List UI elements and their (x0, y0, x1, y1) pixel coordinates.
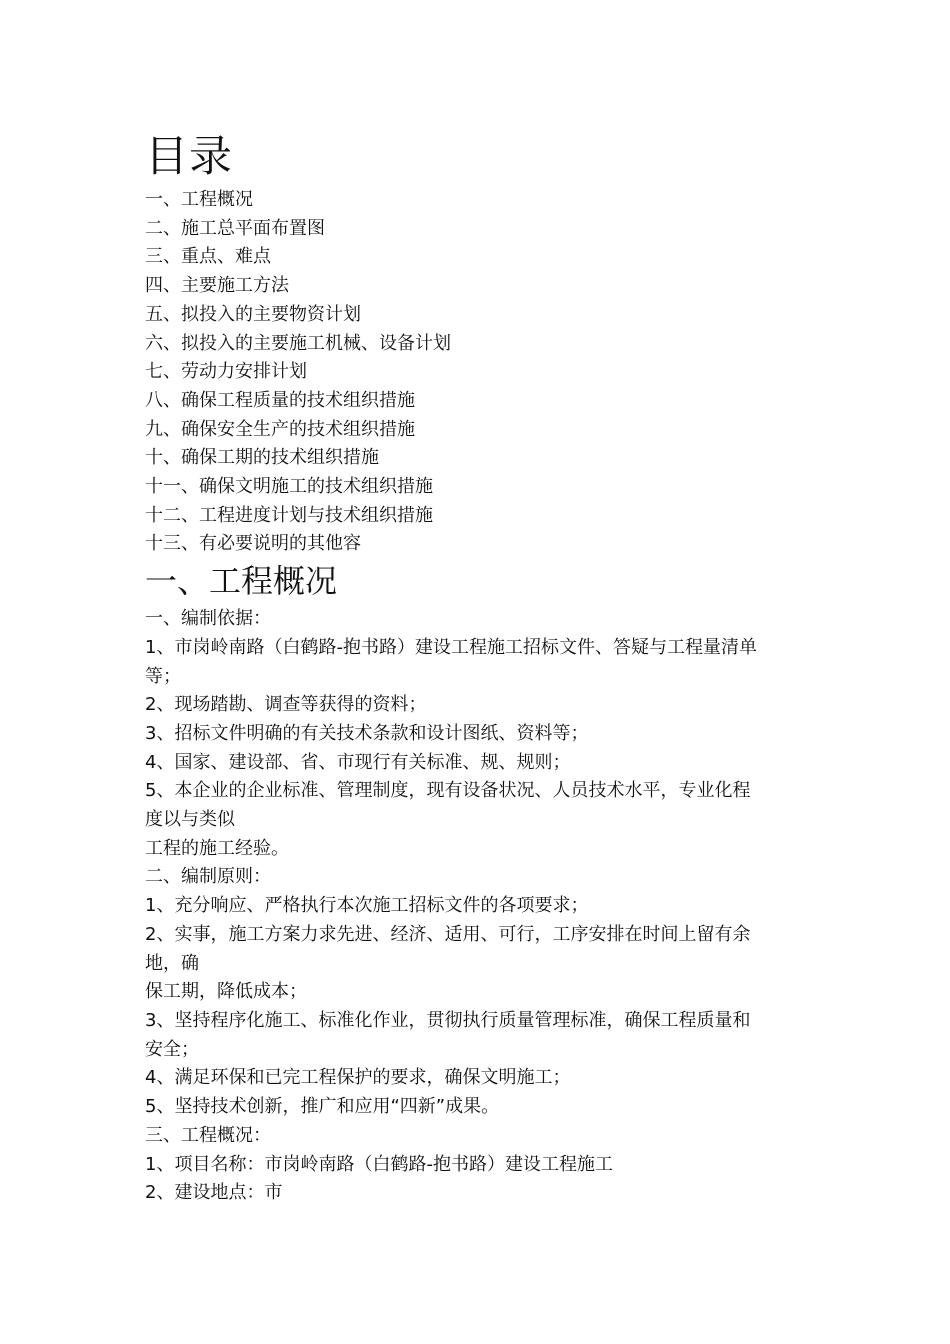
toc-item: 一、工程概况 (145, 189, 253, 210)
toc-item: 四、主要施工方法 (145, 275, 289, 297)
body-line: 度以与类似 (145, 809, 235, 831)
body-line: 2、实事，施工方案力求先进、经济、适用、可行，工序安排在时间上留有余 (145, 923, 751, 945)
body-line: 3、坚持程序化施工、标准化作业，贯彻执行质量管理标准，确保工程质量和 (145, 1009, 751, 1031)
body-line: 1、充分响应、严格执行本次施工招标文件的各项要求； (145, 895, 589, 917)
toc-item: 十一、确保文明施工的技术组织措施 (145, 476, 433, 498)
body-line: 5、本企业的企业标准、管理制度，现有设备状况、人员技术水平，专业化程 (145, 780, 751, 802)
body-line: 1、市岗岭南路（白鹤路-抱书路）建设工程施工招标文件、答疑与工程量清单 (145, 636, 757, 658)
body-line: 等； (145, 665, 181, 687)
toc-item: 九、确保安全生产的技术组织措施 (145, 418, 415, 440)
toc-item: 六、拟投入的主要施工机械、设备计划 (145, 332, 451, 354)
body-line: 1、项目名称：市岗岭南路（白鹤路-抱书路）建设工程施工 (145, 1153, 613, 1175)
body-line: 4、国家、建设部、省、市现行有关标准、规、规则； (145, 751, 571, 773)
toc-item: 十、确保工期的技术组织措施 (145, 447, 379, 469)
body-line: 2、现场踏勘、调查等获得的资料； (145, 694, 427, 716)
body-line: 5、坚持技术创新，推广和应用“四新”成果。 (145, 1096, 500, 1118)
document-page (145, 128, 810, 1208)
section-body (145, 605, 810, 1208)
toc-list (145, 186, 810, 559)
toc-item: 十二、工程进度计划与技术组织措施 (145, 504, 433, 526)
body-line: 2、建设地点：市 (145, 1182, 283, 1204)
body-line: 安全； (145, 1038, 199, 1060)
body-line: 3、招标文件明确的有关技术条款和设计图纸、资料等； (145, 722, 589, 744)
toc-item: 二、施工总平面布置图 (145, 217, 325, 239)
subheading-basis: 一、编制依据： (145, 608, 271, 630)
body-line: 地，确 (145, 952, 199, 974)
subheading-overview: 三、工程概况： (145, 1124, 271, 1146)
body-line: 4、满足环保和已完工程保护的要求，确保文明施工； (145, 1067, 571, 1089)
toc-item: 八、确保工程质量的技术组织措施 (145, 389, 415, 411)
toc-title: 目录 (145, 132, 233, 182)
toc-item: 七、劳动力安排计划 (145, 361, 307, 383)
subheading-principles: 二、编制原则： (145, 866, 271, 888)
section-title: 一、工程概况 (145, 562, 338, 601)
toc-item: 十三、有必要说明的其他容 (145, 533, 361, 555)
toc-item: 五、拟投入的主要物资计划 (145, 303, 361, 325)
body-line: 保工期，降低成本； (145, 981, 307, 1003)
toc-item: 三、重点、难点 (145, 246, 271, 268)
body-line: 工程的施工经验。 (145, 837, 289, 859)
